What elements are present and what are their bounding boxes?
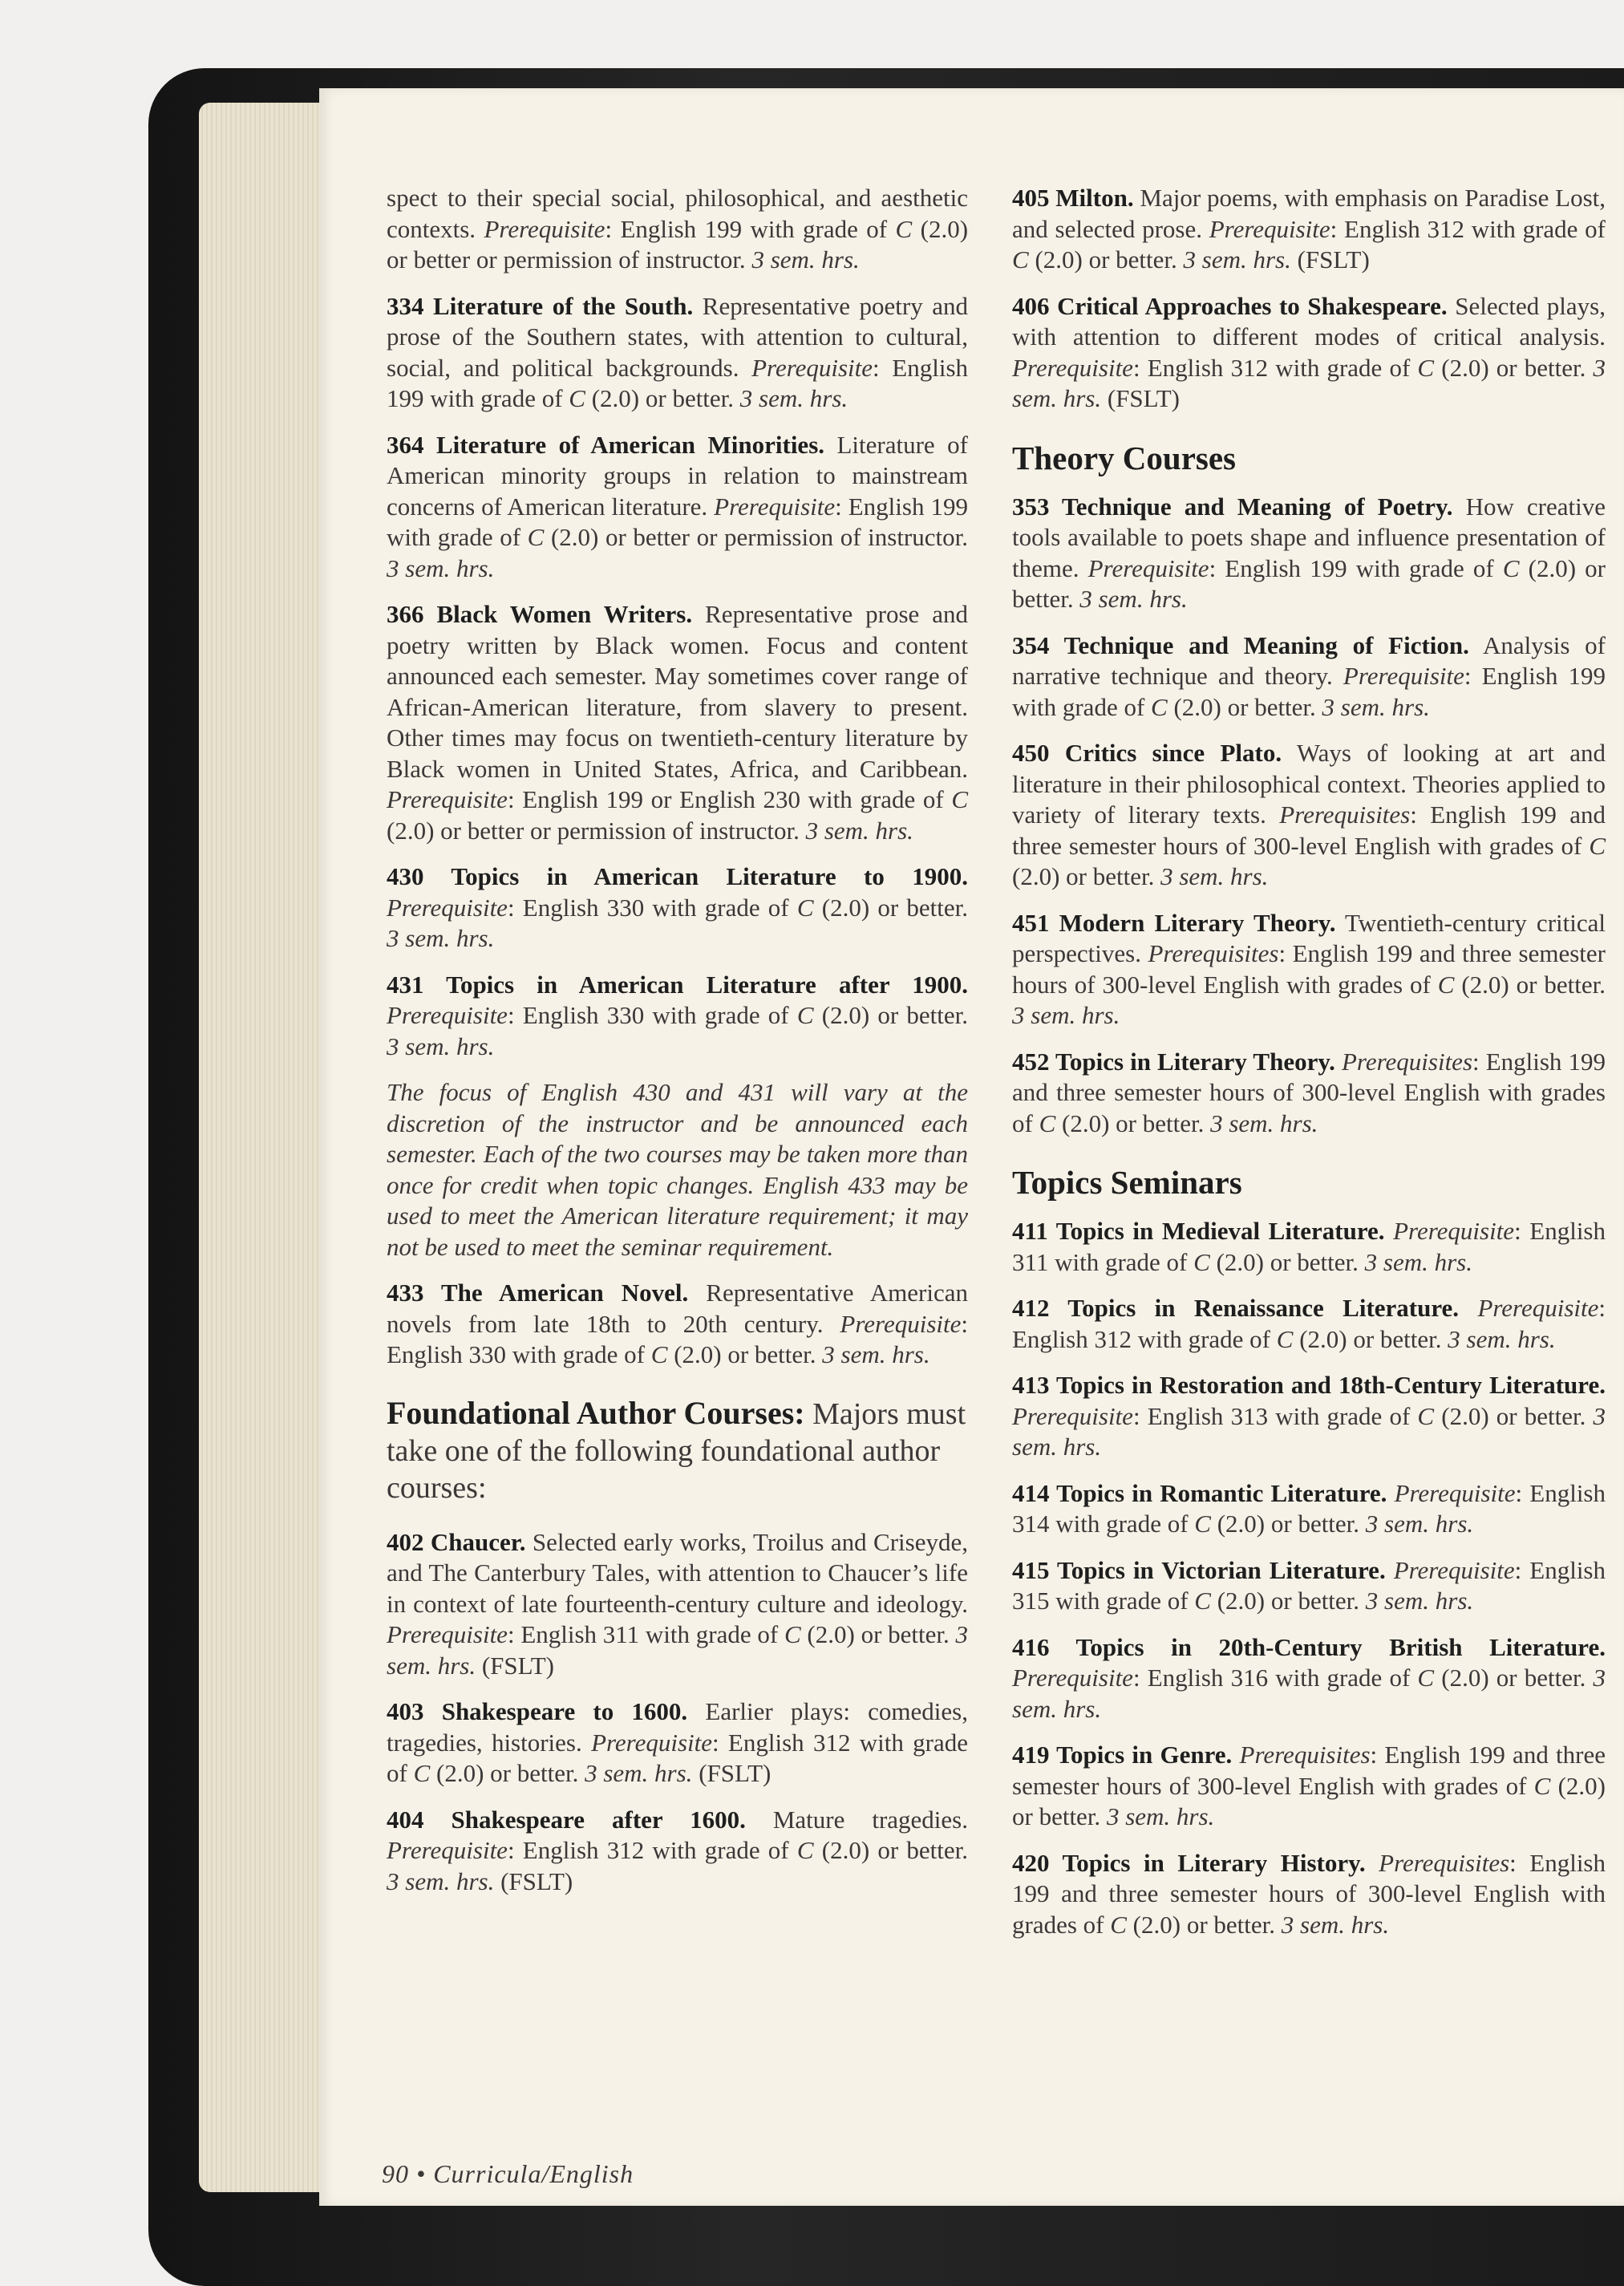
page-edges	[199, 103, 327, 2192]
course-entry: 412 Topics in Renaissance Literature. Prerequisite: English 312 with grade of C (2.0) or better. 3 sem. hrs.	[1012, 1294, 1606, 1353]
foundational-author-heading: Foundational Author Courses: Majors must take one of the following foundational author courses:	[387, 1394, 966, 1505]
course-entry: 431 Topics in American Literature after 1900. Prerequisite: English 330 with grade of C (2.0) or better. 3 sem. hrs.	[387, 970, 969, 1060]
theory-courses-heading: Theory Courses	[1012, 439, 1237, 476]
course-title: 416 Topics in 20th-Century British Literature.	[1012, 1632, 1606, 1661]
footer-separator: •	[416, 2159, 427, 2188]
course-title: 420 Topics in Literary History.	[1012, 1848, 1366, 1877]
course-entry: 430 Topics in American Literature to 1900. Prerequisite: English 330 with grade of C (2.0) or better. 3 sem. hrs.	[387, 862, 969, 952]
course-title: 419 Topics in Genre.	[1012, 1741, 1233, 1769]
course-title: 414 Topics in Romantic Literature.	[1012, 1478, 1387, 1507]
running-head: Curricula/English	[433, 2159, 634, 2188]
course-title: 451 Modern Literary Theory.	[1012, 908, 1336, 937]
course-entry: 413 Topics in Restoration and 18th-Century Literature. Prerequisite: English 313 with grade of C (2.0) or better. 3 sem. hrs.	[1012, 1371, 1606, 1461]
course-title: 353 Technique and Meaning of Poetry.	[1012, 492, 1453, 521]
topics-note: The focus of English 430 and 431 will vary at the discretion of the instructor and be announced each semester. Each of the two courses may be taken more than once for credit when topic changes. English 433 may be used to meet the American literature requirement; it may not be used to meet the seminar requirement.	[387, 1078, 968, 1261]
course-entry: 402 Chaucer. Selected early works, Troilus and Criseyde, and The Canterbury Tales, with attention to Chaucer’s life in context of late fourteenth-century culture and ideology. Prerequisite: English 311 with grade of C (2.0) or better. 3 sem. hrs. (FSLT)	[387, 1527, 969, 1680]
course-entry: 404 Shakespeare after 1600. Mature tragedies. Prerequisite: English 312 with grade of C (2.0) or better. 3 sem. hrs. (FSLT)	[387, 1805, 969, 1895]
course-title: 450 Critics since Plato.	[1012, 739, 1282, 767]
course-title: 364 Literature of American Minorities.	[387, 430, 825, 459]
course-title: 415 Topics in Victorian Literature.	[1012, 1555, 1386, 1584]
course-entry: 353 Technique and Meaning of Poetry. How creative tools available to poets shape and influence presentation of theme. Prerequisite: English 199 with grade of C (2.0) or better. 3 sem. hrs.	[1012, 492, 1606, 613]
right-column	[1012, 183, 1606, 1956]
course-entry: 334 Literature of the South. Representative poetry and prose of the Southern states, with attention to cultural, social, and political backgrounds. Prerequisite: English 199 with grade of C (2.0) or better. 3 sem. hrs.	[387, 291, 969, 412]
course-entry: 450 Critics since Plato. Ways of looking at art and literature in their philosophical context. Theories applied to variety of literary texts. Prerequisites: English 199 and three semester hours of 300-level English with grades of C (2.0) or better. 3 sem. hrs.	[1012, 739, 1606, 890]
course-entry: 433 The American Novel. Representative American novels from late 18th to 20th century. Prerequisite: English 330 with grade of C (2.0) or better. 3 sem. hrs.	[387, 1279, 968, 1368]
course-entry: 406 Critical Approaches to Shakespeare. Selected plays, with attention to different modes of critical analysis. Prerequisite: English 312 with grade of C (2.0) or better. 3 sem. hrs. (FSLT)	[1012, 291, 1606, 412]
course-entry: 420 Topics in Literary History. Prerequisites: English 199 and three semester hours of 300-level English with grades of C (2.0) or better. 3 sem. hrs.	[1012, 1848, 1606, 1939]
course-entry: 451 Modern Literary Theory. Twentieth-century critical perspectives. Prerequisites: English 199 and three semester hours of 300-level English with grades of C (2.0) or better. 3 sem. hrs.	[1012, 908, 1606, 1029]
course-title: 433 The American Novel.	[387, 1279, 689, 1307]
course-entry: 405 Milton. Major poems, with emphasis on Paradise Lost, and selected prose. Prerequisite: English 312 with grade of C (2.0) or better. 3 sem. hrs. (FSLT)	[1012, 184, 1606, 274]
intro-continuation: spect to their special social, philosophical, and aesthetic contexts. Prerequisite: English 199 with grade of C (2.0) or better or permission of instructor. 3 sem. hrs.	[387, 184, 969, 274]
course-title: 413 Topics in Restoration and 18th-Century Literature.	[1012, 1371, 1606, 1399]
course-entry: 364 Literature of American Minorities. Literature of American minority groups in relation to mainstream concerns of American literature. Prerequisite: English 199 with grade of C (2.0) or better or permission of instructor. 3 sem. hrs.	[387, 430, 968, 582]
course-entry: 419 Topics in Genre. Prerequisites: English 199 and three semester hours of 300-level English with grades of C (2.0) or better. 3 sem. hrs.	[1012, 1741, 1606, 1830]
course-title: 402 Chaucer.	[387, 1527, 526, 1556]
course-title: 354 Technique and Meaning of Fiction.	[1012, 630, 1469, 659]
course-entry: 366 Black Women Writers. Representative prose and poetry written by Black women. Focus and content announced each semester. May sometimes cover range of African-American literature, from slavery to present. Other times may focus on twentieth-century literature by Black women in United States, Africa, and Caribbean. Prerequisite: English 199 or English 230 with grade of C (2.0) or better or permission of instructor. 3 sem. hrs.	[387, 600, 969, 845]
course-title: 403 Shakespeare to 1600.	[387, 1697, 688, 1725]
page-footer	[382, 2159, 634, 2189]
course-entry: 414 Topics in Romantic Literature. Prerequisite: English 314 with grade of C (2.0) or better. 3 sem. hrs.	[1012, 1478, 1606, 1538]
course-entry: 411 Topics in Medieval Literature. Prerequisite: English 311 with grade of C (2.0) or better. 3 sem. hrs.	[1012, 1217, 1606, 1276]
course-entry: 415 Topics in Victorian Literature. Prerequisite: English 315 with grade of C (2.0) or better. 3 sem. hrs.	[1012, 1555, 1606, 1615]
left-column	[387, 183, 968, 1912]
course-entry: 354 Technique and Meaning of Fiction. Analysis of narrative technique and theory. Prerequisite: English 199 with grade of C (2.0) or better. 3 sem. hrs.	[1012, 630, 1606, 721]
course-title: 412 Topics in Renaissance Literature.	[1012, 1294, 1460, 1322]
course-entry: 416 Topics in 20th-Century British Literature. Prerequisite: English 316 with grade of C (2.0) or better. 3 sem. hrs.	[1012, 1632, 1606, 1723]
course-title: 411 Topics in Medieval Literature.	[1012, 1217, 1385, 1245]
course-title: 406 Critical Approaches to Shakespeare.	[1012, 291, 1448, 320]
course-title: 430 Topics in American Literature to 1900.	[387, 862, 968, 890]
course-title: 431 Topics in American Literature after 1900.	[387, 970, 968, 999]
page-number: 90	[382, 2159, 409, 2188]
course-entry: 452 Topics in Literary Theory. Prerequisites: English 199 and three semester hours of 300-level English with grades of C (2.0) or better. 3 sem. hrs.	[1012, 1047, 1606, 1137]
topics-seminars-heading: Topics Seminars	[1012, 1164, 1242, 1201]
course-title: 334 Literature of the South.	[387, 291, 694, 320]
course-title: 405 Milton.	[1012, 184, 1134, 212]
course-title: 452 Topics in Literary Theory.	[1012, 1047, 1335, 1076]
course-title: 404 Shakespeare after 1600.	[387, 1805, 746, 1834]
course-entry: 403 Shakespeare to 1600. Earlier plays: comedies, tragedies, histories. Prerequisite: English 312 with grade of C (2.0) or better. 3 sem. hrs. (FSLT)	[387, 1697, 969, 1787]
course-title: 366 Black Women Writers.	[387, 600, 693, 628]
